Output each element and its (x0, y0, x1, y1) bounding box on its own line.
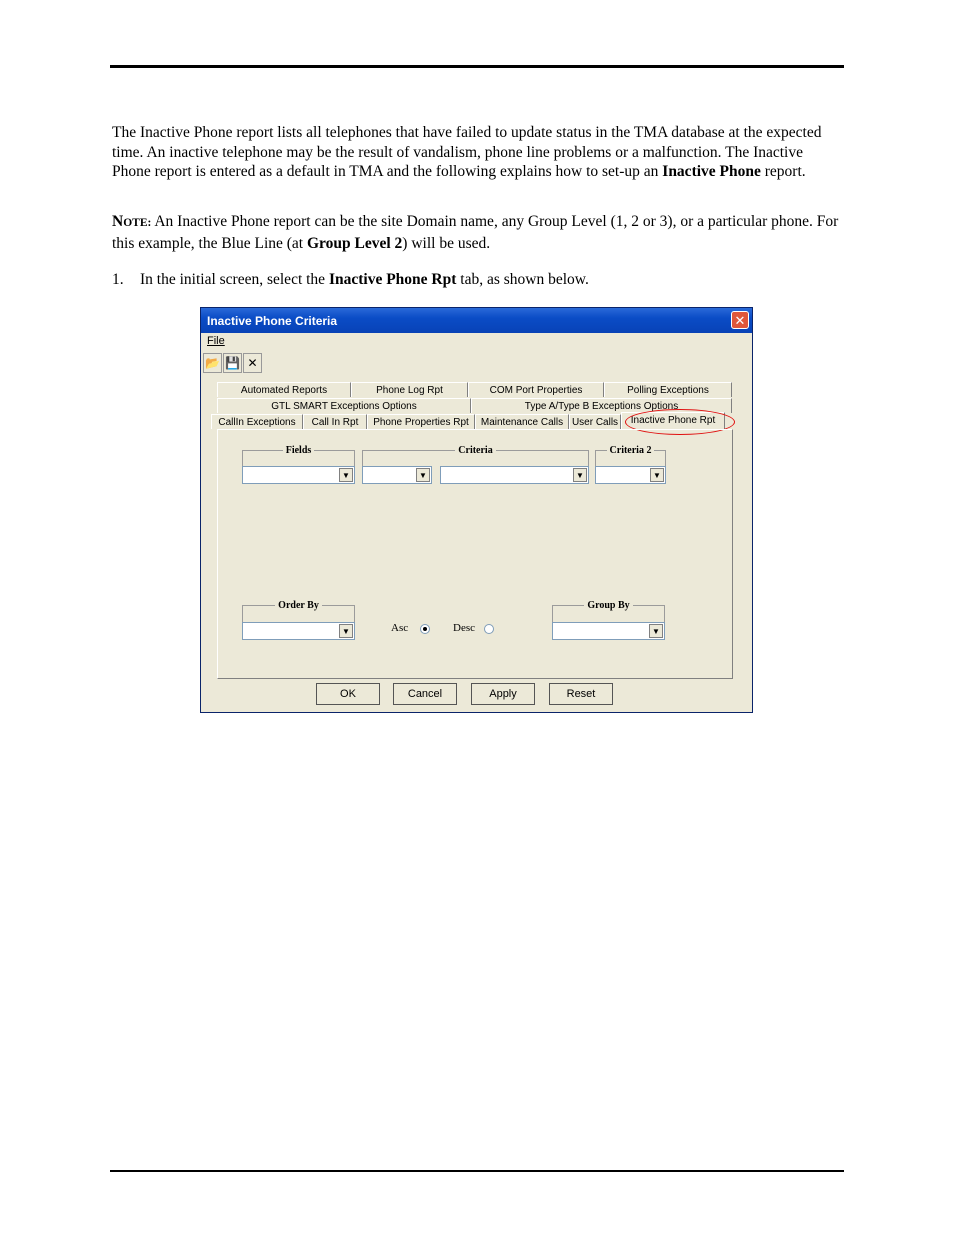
header-rule (110, 65, 844, 68)
fields-group: Fields (242, 450, 355, 467)
cancel-button[interactable]: Cancel (393, 683, 457, 705)
criteria2-group: Criteria 2 (595, 450, 666, 467)
tab-polling-exceptions[interactable]: Polling Exceptions (604, 382, 732, 397)
criteria-value-dropdown[interactable] (440, 466, 589, 484)
delete-icon[interactable]: ✕ (243, 353, 262, 373)
chevron-down-icon: ▼ (650, 468, 664, 482)
tab-phone-properties-rpt[interactable]: Phone Properties Rpt (367, 414, 475, 429)
criteria-group: Criteria (362, 450, 589, 467)
menu-file[interactable]: File (207, 335, 225, 347)
ok-button[interactable]: OK (316, 683, 380, 705)
tab-type-a-b-exceptions[interactable]: Type A/Type B Exceptions Options (471, 398, 732, 413)
order-by-group: Order By (242, 605, 355, 622)
step-1: 1. In the initial screen, select the Inactive Phone Rpt tab, as shown below. (112, 271, 589, 288)
tab-gtl-smart-exceptions[interactable]: GTL SMART Exceptions Options (217, 398, 471, 413)
tab-com-port-properties[interactable]: COM Port Properties (468, 382, 604, 397)
menu-bar (201, 333, 752, 351)
desc-label: Desc (453, 622, 475, 634)
tab-user-calls[interactable]: User Calls (569, 414, 621, 429)
apply-button[interactable]: Apply (471, 683, 535, 705)
intro-paragraph: The Inactive Phone report lists all telephones that have failed to update status in the TMA database at the expected time. An inactive telephone may be the result of vandalism, phone line problems or a malfunction. The Inactive Phone report is entered as a default in TMA and the following explains how to set-up an Inactive Phone report. (112, 124, 822, 180)
note-paragraph: NOTE: An Inactive Phone report can be the site Domain name, any Group Level (1, 2 or 3), or a particular phone. For this example, the Blue Line (at Group Level 2) will be used. (112, 213, 839, 252)
asc-radio[interactable] (420, 624, 430, 634)
chevron-down-icon: ▼ (573, 468, 587, 482)
chevron-down-icon: ▼ (339, 468, 353, 482)
tab-maintenance-calls[interactable]: Maintenance Calls (475, 414, 569, 429)
reset-button[interactable]: Reset (549, 683, 613, 705)
open-folder-icon[interactable]: 📂 (203, 353, 222, 373)
tab-automated-reports[interactable]: Automated Reports (217, 382, 351, 397)
criteria-operator-dropdown[interactable] (362, 466, 432, 484)
tab-phone-log-rpt[interactable]: Phone Log Rpt (351, 382, 468, 397)
title-bar (201, 308, 752, 333)
tab-inactive-phone-rpt[interactable]: Inactive Phone Rpt (621, 412, 725, 429)
inactive-phone-criteria-window (200, 307, 753, 713)
order-by-dropdown[interactable] (242, 622, 355, 640)
criteria2-dropdown[interactable] (595, 466, 666, 484)
chevron-down-icon: ▼ (416, 468, 430, 482)
asc-label: Asc (391, 622, 409, 634)
chevron-down-icon: ▼ (649, 624, 663, 638)
footer-rule (110, 1170, 844, 1172)
desc-radio[interactable] (484, 624, 494, 634)
window-title: Inactive Phone Criteria (207, 314, 338, 328)
group-by-dropdown[interactable] (552, 622, 665, 640)
chevron-down-icon: ▼ (339, 624, 353, 638)
save-icon[interactable]: 💾 (223, 353, 242, 373)
group-by-group: Group By (552, 605, 665, 622)
tab-call-in-rpt[interactable]: Call In Rpt (303, 414, 367, 429)
fields-dropdown[interactable] (242, 466, 355, 484)
close-icon[interactable]: ✕ (731, 311, 749, 329)
tab-callin-exceptions[interactable]: CallIn Exceptions (211, 414, 303, 429)
